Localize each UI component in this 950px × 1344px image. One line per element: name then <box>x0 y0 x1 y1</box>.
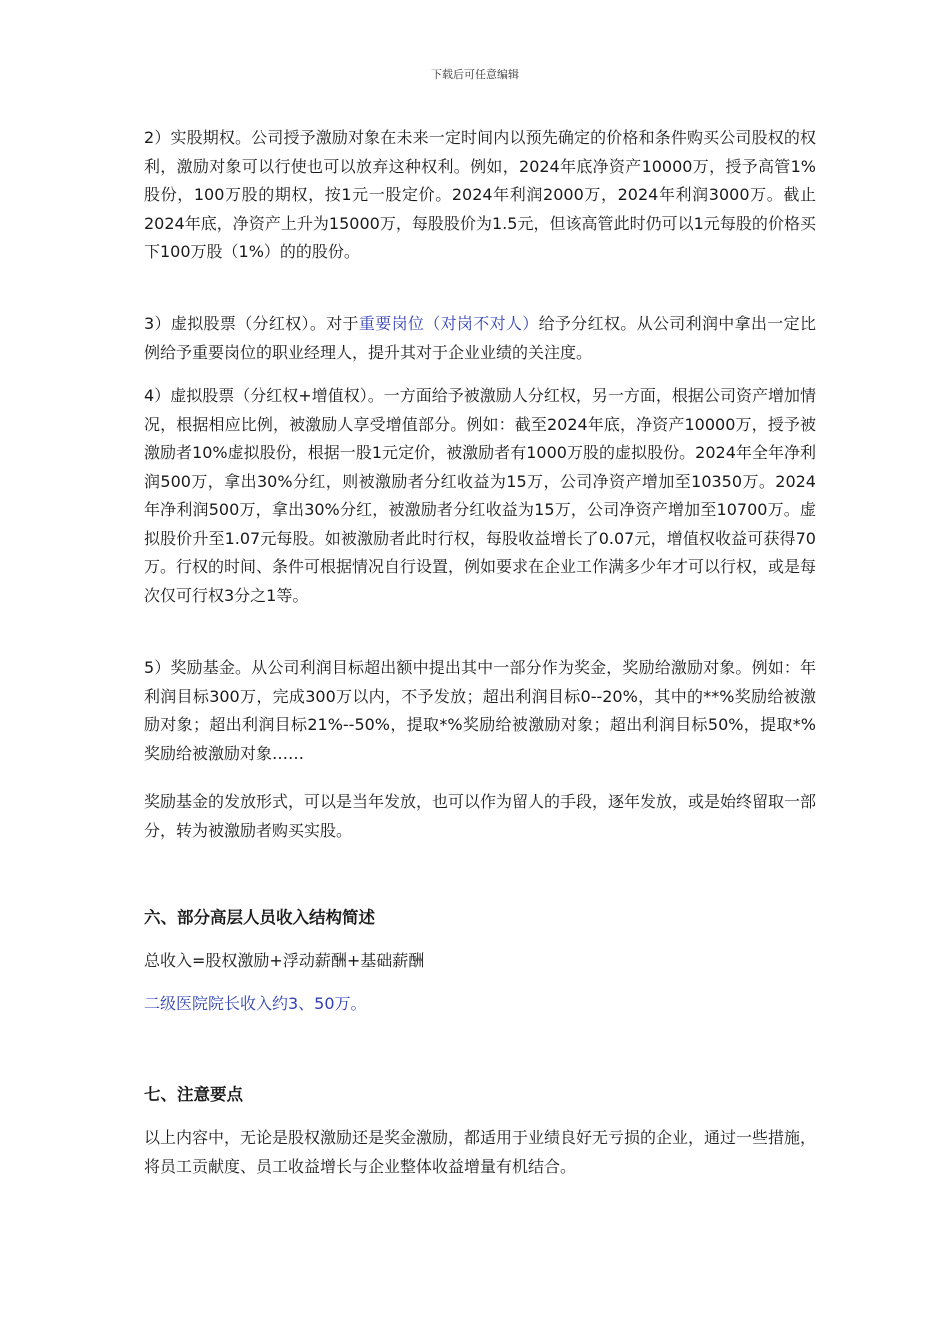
paragraph-bonus-distribution <box>144 788 816 845</box>
heading-text: 七、注意要点 <box>144 1085 243 1104</box>
section-heading-7 <box>144 1081 816 1109</box>
paragraph-virtual-stock-appreciation <box>144 382 816 610</box>
paragraph-text: 奖励基金的发放形式，可以是当年发放，也可以作为留人的手段，逐年发放，或是始终留取一部分，转为被激励者购买实股。 <box>144 792 817 840</box>
paragraph-text: 以上内容中，无论是股权激励还是奖金激励，都适用于业绩良好无亏损的企业，通过一些措施，将员工贡献度、员工收益增长与企业整体收益增量有机结合。 <box>144 1128 817 1176</box>
paragraph-hospital-director <box>144 990 816 1019</box>
paragraph-text: 二级医院院长收入约3、50万。 <box>144 994 367 1013</box>
paragraph-text: 2）实股期权。公司授予激励对象在未来一定时间内以预先确定的价格和条件购买公司股权的权利，激励对象可以行使也可以放弃这种权利。例如，2024年底净资产10000万，授予高管1%股份，100万股的期权，按1元一股定价。2024年利润2000万，2024年利润3000万。截止2024年底，净资产上升为15000万，每股股价为1.5元，但该高管此时仍可以1元每股的价格买下100万股（1%）的的股份。 <box>144 128 816 261</box>
paragraph-text: 4）虚拟股票（分红权+增值权）。一方面给予被激励人分红权，另一方面，根据公司资产增加情况，根据相应比例，被激励人享受增值部分。例如：截至2024年底，净资产10000万，授予被激励者10%虚拟股份，根据一股1元定价，被激励者有1000万股的虚拟股份。2024年全年净利润500万，拿出30%分红，则被激励者分红收益为15万，公司净资产增加至10350万。2024年净利润500万，拿出30%分红，被激励者分红收益为15万，公司净资产增加至10700万。虚拟股价升至1.07元每股。如被激励者此时行权，每股收益增长了0.07元，增值权收益可获得70万。行权的时间、条件可根据情况自行设置，例如要求在企业工作满多少年才可以行权，或是每次仅可行权3分之1等。 <box>144 386 817 605</box>
paragraph-text: 5）奖励基金。从公司利润目标超出额中提出其中一部分作为奖金，奖励给激励对象。例如：年利润目标300万，完成300万以内，不予发放；超出利润目标0--20%，其中的**%奖励给被激励对象；超出利润目标21%--50%，提取*%奖励给被激励对象；超出利润目标50%，提取*%奖励给被激励对象…… <box>144 658 816 763</box>
paragraph-text-part: 3）虚拟股票（分红权）。对于 <box>144 314 359 333</box>
paragraph-virtual-stock-dividend <box>144 310 816 367</box>
paragraph-text <box>144 310 816 367</box>
paragraph-income-formula <box>144 947 816 976</box>
paragraph-key-points <box>144 1124 816 1181</box>
paragraph-bonus-fund <box>144 654 816 768</box>
highlighted-phrase: 重要岗位（对岗不对人） <box>358 314 539 333</box>
page-header: 下载后可任意编辑 <box>431 68 519 81</box>
paragraph-stock-options <box>144 124 816 267</box>
paragraph-text: 总收入=股权激励+浮动薪酬+基础薪酬 <box>144 951 425 970</box>
heading-text: 六、部分高层人员收入结构简述 <box>144 908 375 927</box>
paragraph-text-part: 给予分红权。从公司利润中拿出一定比例给予重要岗位的职业经理人，提升其对于企业业绩的关注度。 <box>144 314 816 362</box>
section-heading-6 <box>144 904 816 932</box>
